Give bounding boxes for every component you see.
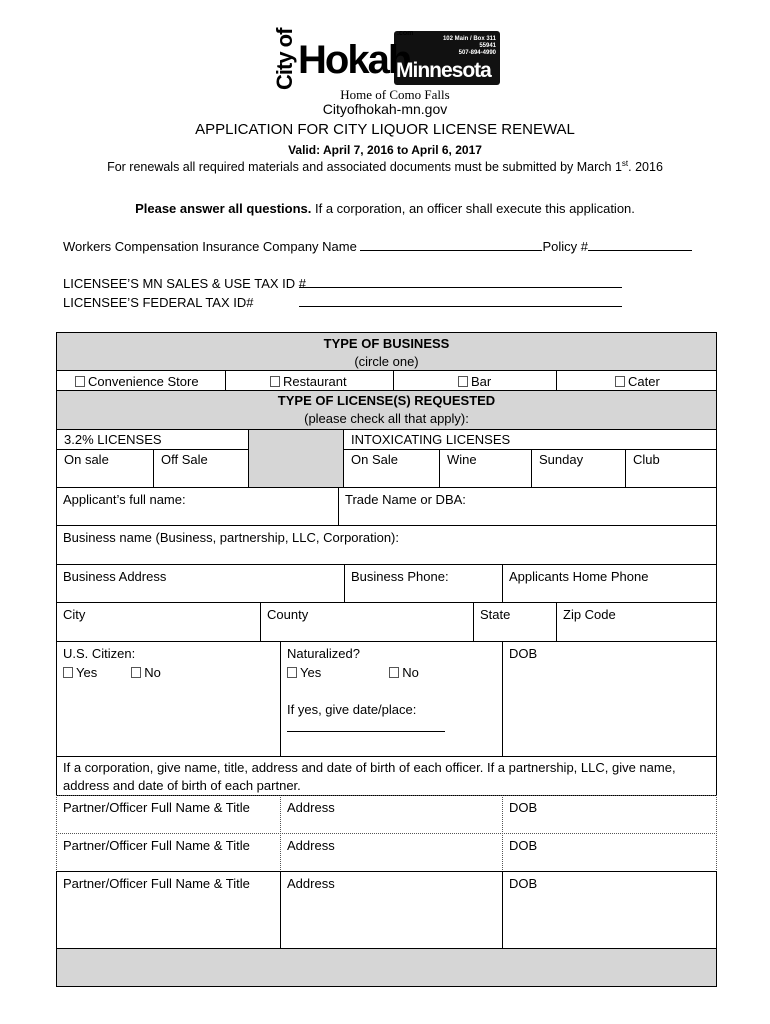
license-sunday[interactable]: Sunday bbox=[531, 449, 626, 488]
workers-comp-line bbox=[63, 239, 692, 254]
intoxicating-licenses: INTOXICATING LICENSES bbox=[343, 429, 717, 450]
checkbox-icon[interactable] bbox=[615, 376, 625, 387]
yes-label: Yes bbox=[76, 665, 98, 680]
city-field[interactable]: City bbox=[56, 602, 261, 642]
yes-label: Yes bbox=[300, 665, 322, 680]
partner-name-field[interactable]: Partner/Officer Full Name & Title bbox=[56, 795, 281, 834]
naturalized-no[interactable] bbox=[389, 665, 419, 680]
checkbox-icon[interactable] bbox=[389, 667, 399, 678]
logo-address-line: 507-894-4990 bbox=[458, 50, 496, 56]
business-type-heading: TYPE OF BUSINESS bbox=[323, 336, 450, 351]
federal-tax-line bbox=[63, 295, 254, 310]
partner-address-field[interactable]: Address bbox=[280, 871, 503, 949]
partner-dob-field[interactable]: DOB bbox=[502, 833, 717, 872]
business-address-field[interactable]: Business Address bbox=[56, 564, 345, 603]
renewal-year: . 2016 bbox=[628, 160, 663, 175]
license-type-heading: TYPE OF LICENSE(S) REQUESTED bbox=[277, 393, 496, 408]
state-field[interactable]: State bbox=[473, 602, 557, 642]
checkbox-icon[interactable] bbox=[131, 667, 141, 678]
valid-dates: Valid: April 7, 2016 to April 6, 2017 bbox=[288, 143, 482, 157]
instructions-rest: If a corporation, an officer shall execute this application. bbox=[311, 201, 635, 216]
partner-dob-field[interactable]: DOB bbox=[502, 871, 717, 949]
option-bar[interactable] bbox=[393, 370, 557, 391]
checkbox-icon[interactable] bbox=[63, 667, 73, 678]
if-yes-label: If yes, give date/place: bbox=[287, 702, 417, 717]
trade-name-field[interactable]: Trade Name or DBA: bbox=[338, 487, 717, 526]
business-name-field[interactable]: Business name (Business, partnership, LLC, Corporation): bbox=[56, 525, 717, 565]
citizen-yes[interactable] bbox=[63, 665, 97, 680]
instructions-bold: Please answer all questions. bbox=[135, 201, 312, 216]
dob-field[interactable]: DOB bbox=[502, 641, 717, 757]
instructions bbox=[0, 201, 770, 216]
business-phone-field[interactable]: Business Phone: bbox=[344, 564, 503, 603]
license-type-sub: (please check all that apply): bbox=[304, 411, 469, 426]
county-field[interactable]: County bbox=[260, 602, 474, 642]
checkbox-icon[interactable] bbox=[458, 376, 468, 387]
logo-minnesota: Minnesota bbox=[396, 59, 491, 82]
license-type-header bbox=[56, 390, 717, 430]
business-type-header bbox=[56, 332, 717, 371]
partner-dob-field[interactable]: DOB bbox=[502, 795, 717, 834]
renewal-text: For renewals all required materials and associated documents must be submitted by March 1 bbox=[107, 160, 622, 175]
footer-shaded-bar bbox=[56, 948, 717, 987]
policy-label: Policy # bbox=[542, 239, 588, 254]
license-divider-shaded bbox=[248, 429, 344, 488]
option-label: Bar bbox=[471, 374, 492, 389]
license-on-sale[interactable]: On sale bbox=[56, 449, 154, 488]
logo-address-line: 102 Main / Box 311 bbox=[442, 36, 496, 42]
logo-address bbox=[408, 36, 496, 57]
citizen-no[interactable] bbox=[131, 665, 161, 680]
renewal-notice bbox=[0, 159, 770, 174]
applicant-name-field[interactable]: Applicant’s full name: bbox=[56, 487, 339, 526]
logo-city-of: City of bbox=[272, 28, 297, 90]
checkbox-icon[interactable] bbox=[270, 376, 280, 387]
partner-name-field[interactable]: Partner/Officer Full Name & Title bbox=[56, 871, 281, 949]
workers-comp-field[interactable] bbox=[360, 239, 542, 251]
option-label: Convenience Store bbox=[88, 374, 199, 389]
option-restaurant[interactable] bbox=[225, 370, 394, 391]
us-citizen-label: U.S. Citizen: bbox=[63, 646, 136, 661]
license-off-sale[interactable]: Off Sale bbox=[153, 449, 249, 488]
workers-comp-label: Workers Compensation Insurance Company Name bbox=[63, 239, 361, 254]
option-convenience-store[interactable] bbox=[56, 370, 226, 391]
partner-name-field[interactable]: Partner/Officer Full Name & Title bbox=[56, 833, 281, 872]
license-wine[interactable]: Wine bbox=[439, 449, 532, 488]
home-phone-field[interactable]: Applicants Home Phone bbox=[502, 564, 717, 603]
checkbox-icon[interactable] bbox=[75, 376, 85, 387]
license-club[interactable]: Club bbox=[625, 449, 717, 488]
federal-tax-label: LICENSEE’S FEDERAL TAX ID# bbox=[63, 295, 254, 310]
page-title: APPLICATION FOR CITY LIQUOR LICENSE RENEWAL bbox=[195, 121, 575, 138]
logo-hokah: Hokah bbox=[298, 38, 411, 82]
logo-tagline: Home of Como Falls bbox=[340, 87, 450, 102]
logo-dotcom: .com bbox=[397, 30, 414, 37]
three-two-licenses: 3.2% LICENSES bbox=[56, 429, 249, 450]
license-int-on-sale[interactable]: On Sale bbox=[343, 449, 440, 488]
sales-tax-label: LICENSEE’S MN SALES & USE TAX ID # bbox=[63, 276, 306, 291]
naturalized-label: Naturalized? bbox=[287, 646, 360, 661]
no-label: No bbox=[144, 665, 161, 680]
partner-address-field[interactable]: Address bbox=[280, 833, 503, 872]
checkbox-icon[interactable] bbox=[287, 667, 297, 678]
partner-address-field[interactable]: Address bbox=[280, 795, 503, 834]
option-label: Cater bbox=[628, 374, 660, 389]
business-type-sub: (circle one) bbox=[354, 354, 419, 369]
federal-tax-field[interactable] bbox=[299, 295, 622, 307]
website: Cityofhokah-mn.gov bbox=[322, 101, 448, 117]
sales-tax-line bbox=[63, 276, 306, 291]
renewal-sup: st bbox=[621, 159, 629, 168]
logo-address-line: 55941 bbox=[479, 43, 496, 49]
us-citizen-cell bbox=[56, 641, 281, 757]
zip-field[interactable]: Zip Code bbox=[556, 602, 717, 642]
if-yes-field[interactable] bbox=[287, 719, 445, 732]
option-cater[interactable] bbox=[556, 370, 717, 391]
sales-tax-field[interactable] bbox=[299, 276, 622, 288]
corporation-note: If a corporation, give name, title, address and date of birth of each officer. If a partnership, LLC, give name, address and date of birth of each partner. bbox=[56, 756, 717, 796]
naturalized-yes[interactable] bbox=[287, 665, 321, 680]
no-label: No bbox=[402, 665, 419, 680]
option-label: Restaurant bbox=[283, 374, 347, 389]
naturalized-cell bbox=[280, 641, 503, 757]
policy-field[interactable] bbox=[588, 239, 692, 251]
